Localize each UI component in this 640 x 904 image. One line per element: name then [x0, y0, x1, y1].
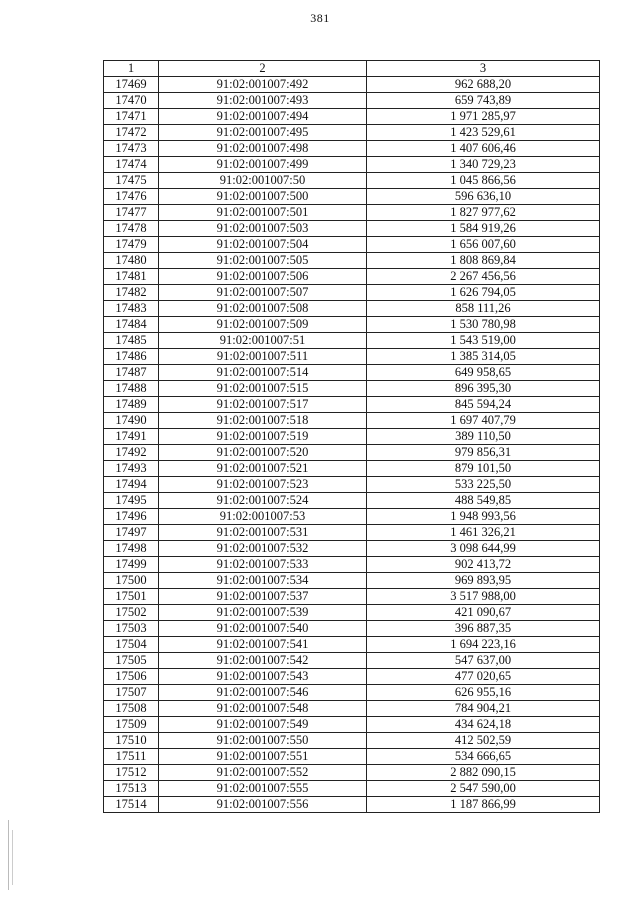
- value-cell: 421 090,67: [367, 605, 600, 621]
- row-number-cell: 17492: [104, 445, 159, 461]
- row-number-cell: 17487: [104, 365, 159, 381]
- row-number-cell: 17481: [104, 269, 159, 285]
- value-cell: 1 423 529,61: [367, 125, 600, 141]
- row-number-cell: 17475: [104, 173, 159, 189]
- table-body: [104, 77, 600, 813]
- table-row: [104, 669, 600, 685]
- cadastral-number-cell: 91:02:001007:533: [159, 557, 367, 573]
- row-number-cell: 17507: [104, 685, 159, 701]
- row-number-cell: 17478: [104, 221, 159, 237]
- value-cell: 1 948 993,56: [367, 509, 600, 525]
- table-row: [104, 605, 600, 621]
- table-row: [104, 429, 600, 445]
- row-number-cell: 17503: [104, 621, 159, 637]
- row-number-cell: 17490: [104, 413, 159, 429]
- cadastral-number-cell: 91:02:001007:555: [159, 781, 367, 797]
- value-cell: 784 904,21: [367, 701, 600, 717]
- table-row: [104, 381, 600, 397]
- table-row: [104, 301, 600, 317]
- row-number-cell: 17469: [104, 77, 159, 93]
- value-cell: 979 856,31: [367, 445, 600, 461]
- value-cell: 1 530 780,98: [367, 317, 600, 333]
- cadastral-number-cell: 91:02:001007:539: [159, 605, 367, 621]
- cadastral-number-cell: 91:02:001007:520: [159, 445, 367, 461]
- table-row: [104, 317, 600, 333]
- table-row: [104, 717, 600, 733]
- row-number-cell: 17474: [104, 157, 159, 173]
- table-row: [104, 173, 600, 189]
- value-cell: 649 958,65: [367, 365, 600, 381]
- cadastral-number-cell: 91:02:001007:532: [159, 541, 367, 557]
- value-cell: 1 187 866,99: [367, 797, 600, 813]
- row-number-cell: 17496: [104, 509, 159, 525]
- value-cell: 477 020,65: [367, 669, 600, 685]
- row-number-cell: 17476: [104, 189, 159, 205]
- value-cell: 1 045 866,56: [367, 173, 600, 189]
- cadastral-number-cell: 91:02:001007:509: [159, 317, 367, 333]
- cadastral-number-cell: 91:02:001007:540: [159, 621, 367, 637]
- table-row: [104, 77, 600, 93]
- table-row: [104, 125, 600, 141]
- row-number-cell: 17486: [104, 349, 159, 365]
- cadastral-number-cell: 91:02:001007:511: [159, 349, 367, 365]
- row-number-cell: 17502: [104, 605, 159, 621]
- value-cell: 1 543 519,00: [367, 333, 600, 349]
- row-number-cell: 17500: [104, 573, 159, 589]
- table-row: [104, 621, 600, 637]
- value-cell: 534 666,65: [367, 749, 600, 765]
- value-cell: 1 694 223,16: [367, 637, 600, 653]
- table-row: [104, 557, 600, 573]
- cadastral-number-cell: 91:02:001007:500: [159, 189, 367, 205]
- page-number: 381: [310, 11, 330, 25]
- row-number-cell: 17495: [104, 493, 159, 509]
- value-cell: 902 413,72: [367, 557, 600, 573]
- row-number-cell: 17506: [104, 669, 159, 685]
- value-cell: 2 547 590,00: [367, 781, 600, 797]
- cadastral-number-cell: 91:02:001007:515: [159, 381, 367, 397]
- row-number-cell: 17489: [104, 397, 159, 413]
- table-row: [104, 333, 600, 349]
- cadastral-number-cell: 91:02:001007:495: [159, 125, 367, 141]
- cadastral-number-cell: 91:02:001007:507: [159, 285, 367, 301]
- table-row: [104, 797, 600, 813]
- column-header: 1: [104, 61, 159, 77]
- table-row: [104, 189, 600, 205]
- value-cell: 596 636,10: [367, 189, 600, 205]
- table-row: [104, 685, 600, 701]
- table-row: [104, 765, 600, 781]
- row-number-cell: 17510: [104, 733, 159, 749]
- value-cell: 896 395,30: [367, 381, 600, 397]
- cadastral-number-cell: 91:02:001007:493: [159, 93, 367, 109]
- value-cell: 1 385 314,05: [367, 349, 600, 365]
- cadastral-number-cell: 91:02:001007:521: [159, 461, 367, 477]
- table-row: [104, 157, 600, 173]
- row-number-cell: 17508: [104, 701, 159, 717]
- value-cell: 659 743,89: [367, 93, 600, 109]
- table-row: [104, 237, 600, 253]
- table-row: [104, 493, 600, 509]
- table-row: [104, 253, 600, 269]
- row-number-cell: 17498: [104, 541, 159, 557]
- cadastral-number-cell: 91:02:001007:524: [159, 493, 367, 509]
- value-cell: 2 882 090,15: [367, 765, 600, 781]
- row-number-cell: 17479: [104, 237, 159, 253]
- row-number-cell: 17501: [104, 589, 159, 605]
- row-number-cell: 17484: [104, 317, 159, 333]
- table-row: [104, 525, 600, 541]
- cadastral-number-cell: 91:02:001007:50: [159, 173, 367, 189]
- table-row: [104, 573, 600, 589]
- value-cell: 1 626 794,05: [367, 285, 600, 301]
- cadastral-number-cell: 91:02:001007:541: [159, 637, 367, 653]
- value-cell: 3 098 644,99: [367, 541, 600, 557]
- value-cell: 969 893,95: [367, 573, 600, 589]
- row-number-cell: 17472: [104, 125, 159, 141]
- row-number-cell: 17511: [104, 749, 159, 765]
- value-cell: 879 101,50: [367, 461, 600, 477]
- table-row: [104, 285, 600, 301]
- value-cell: 845 594,24: [367, 397, 600, 413]
- value-cell: 962 688,20: [367, 77, 600, 93]
- table-row: [104, 509, 600, 525]
- cadastral-number-cell: 91:02:001007:537: [159, 589, 367, 605]
- cadastral-number-cell: 91:02:001007:546: [159, 685, 367, 701]
- row-number-cell: 17483: [104, 301, 159, 317]
- cadastral-number-cell: 91:02:001007:556: [159, 797, 367, 813]
- table-row: [104, 637, 600, 653]
- value-cell: 434 624,18: [367, 717, 600, 733]
- value-cell: 1 656 007,60: [367, 237, 600, 253]
- value-cell: 1 461 326,21: [367, 525, 600, 541]
- table-row: [104, 541, 600, 557]
- value-cell: 3 517 988,00: [367, 589, 600, 605]
- value-cell: 1 407 606,46: [367, 141, 600, 157]
- cadastral-number-cell: 91:02:001007:499: [159, 157, 367, 173]
- cadastral-number-cell: 91:02:001007:550: [159, 733, 367, 749]
- cadastral-number-cell: 91:02:001007:501: [159, 205, 367, 221]
- row-number-cell: 17512: [104, 765, 159, 781]
- column-header: 3: [367, 61, 600, 77]
- value-cell: 1 697 407,79: [367, 413, 600, 429]
- row-number-cell: 17482: [104, 285, 159, 301]
- scan-margin-mark: [12, 830, 13, 885]
- row-number-cell: 17514: [104, 797, 159, 813]
- value-cell: 1 971 285,97: [367, 109, 600, 125]
- table-row: [104, 413, 600, 429]
- cadastral-number-cell: 91:02:001007:548: [159, 701, 367, 717]
- value-cell: 2 267 456,56: [367, 269, 600, 285]
- row-number-cell: 17493: [104, 461, 159, 477]
- row-number-cell: 17505: [104, 653, 159, 669]
- table-row: [104, 653, 600, 669]
- value-cell: 1 340 729,23: [367, 157, 600, 173]
- cadastral-number-cell: 91:02:001007:552: [159, 765, 367, 781]
- value-cell: 626 955,16: [367, 685, 600, 701]
- row-number-cell: 17509: [104, 717, 159, 733]
- table-row: [104, 269, 600, 285]
- table-row: [104, 781, 600, 797]
- value-cell: 858 111,26: [367, 301, 600, 317]
- table-row: [104, 93, 600, 109]
- table-row: [104, 477, 600, 493]
- row-number-cell: 17480: [104, 253, 159, 269]
- value-cell: 1 808 869,84: [367, 253, 600, 269]
- cadastral-number-cell: 91:02:001007:514: [159, 365, 367, 381]
- row-number-cell: 17491: [104, 429, 159, 445]
- value-cell: 488 549,85: [367, 493, 600, 509]
- cadastral-number-cell: 91:02:001007:504: [159, 237, 367, 253]
- table-row: [104, 589, 600, 605]
- table-row: [104, 109, 600, 125]
- value-cell: 389 110,50: [367, 429, 600, 445]
- cadastral-number-cell: 91:02:001007:534: [159, 573, 367, 589]
- cadastral-number-cell: 91:02:001007:523: [159, 477, 367, 493]
- row-number-cell: 17504: [104, 637, 159, 653]
- cadastral-number-cell: 91:02:001007:543: [159, 669, 367, 685]
- row-number-cell: 17513: [104, 781, 159, 797]
- table-row: [104, 221, 600, 237]
- table-row: [104, 141, 600, 157]
- cadastral-number-cell: 91:02:001007:498: [159, 141, 367, 157]
- cadastral-number-cell: 91:02:001007:551: [159, 749, 367, 765]
- table-row: [104, 365, 600, 381]
- cadastral-number-cell: 91:02:001007:505: [159, 253, 367, 269]
- value-cell: 1 827 977,62: [367, 205, 600, 221]
- table-row: [104, 349, 600, 365]
- row-number-cell: 17473: [104, 141, 159, 157]
- cadastral-number-cell: 91:02:001007:519: [159, 429, 367, 445]
- cadastral-number-cell: 91:02:001007:494: [159, 109, 367, 125]
- cadastral-number-cell: 91:02:001007:517: [159, 397, 367, 413]
- cadastral-number-cell: 91:02:001007:518: [159, 413, 367, 429]
- table-row: [104, 461, 600, 477]
- cadastral-number-cell: 91:02:001007:549: [159, 717, 367, 733]
- data-table: [103, 60, 600, 813]
- cadastral-number-cell: 91:02:001007:508: [159, 301, 367, 317]
- table-header-row: [104, 61, 600, 77]
- value-cell: 412 502,59: [367, 733, 600, 749]
- cadastral-number-cell: 91:02:001007:531: [159, 525, 367, 541]
- value-cell: 547 637,00: [367, 653, 600, 669]
- column-header: 2: [159, 61, 367, 77]
- cadastral-number-cell: 91:02:001007:53: [159, 509, 367, 525]
- row-number-cell: 17477: [104, 205, 159, 221]
- cadastral-number-cell: 91:02:001007:506: [159, 269, 367, 285]
- row-number-cell: 17485: [104, 333, 159, 349]
- table-row: [104, 205, 600, 221]
- value-cell: 533 225,50: [367, 477, 600, 493]
- table-row: [104, 733, 600, 749]
- table-row: [104, 397, 600, 413]
- cadastral-number-cell: 91:02:001007:51: [159, 333, 367, 349]
- scan-margin-mark: [8, 820, 9, 890]
- table-row: [104, 749, 600, 765]
- row-number-cell: 17499: [104, 557, 159, 573]
- value-cell: 1 584 919,26: [367, 221, 600, 237]
- row-number-cell: 17470: [104, 93, 159, 109]
- row-number-cell: 17471: [104, 109, 159, 125]
- cadastral-number-cell: 91:02:001007:503: [159, 221, 367, 237]
- cadastral-number-cell: 91:02:001007:492: [159, 77, 367, 93]
- row-number-cell: 17497: [104, 525, 159, 541]
- row-number-cell: 17488: [104, 381, 159, 397]
- cadastral-number-cell: 91:02:001007:542: [159, 653, 367, 669]
- table-row: [104, 701, 600, 717]
- table-row: [104, 445, 600, 461]
- value-cell: 396 887,35: [367, 621, 600, 637]
- row-number-cell: 17494: [104, 477, 159, 493]
